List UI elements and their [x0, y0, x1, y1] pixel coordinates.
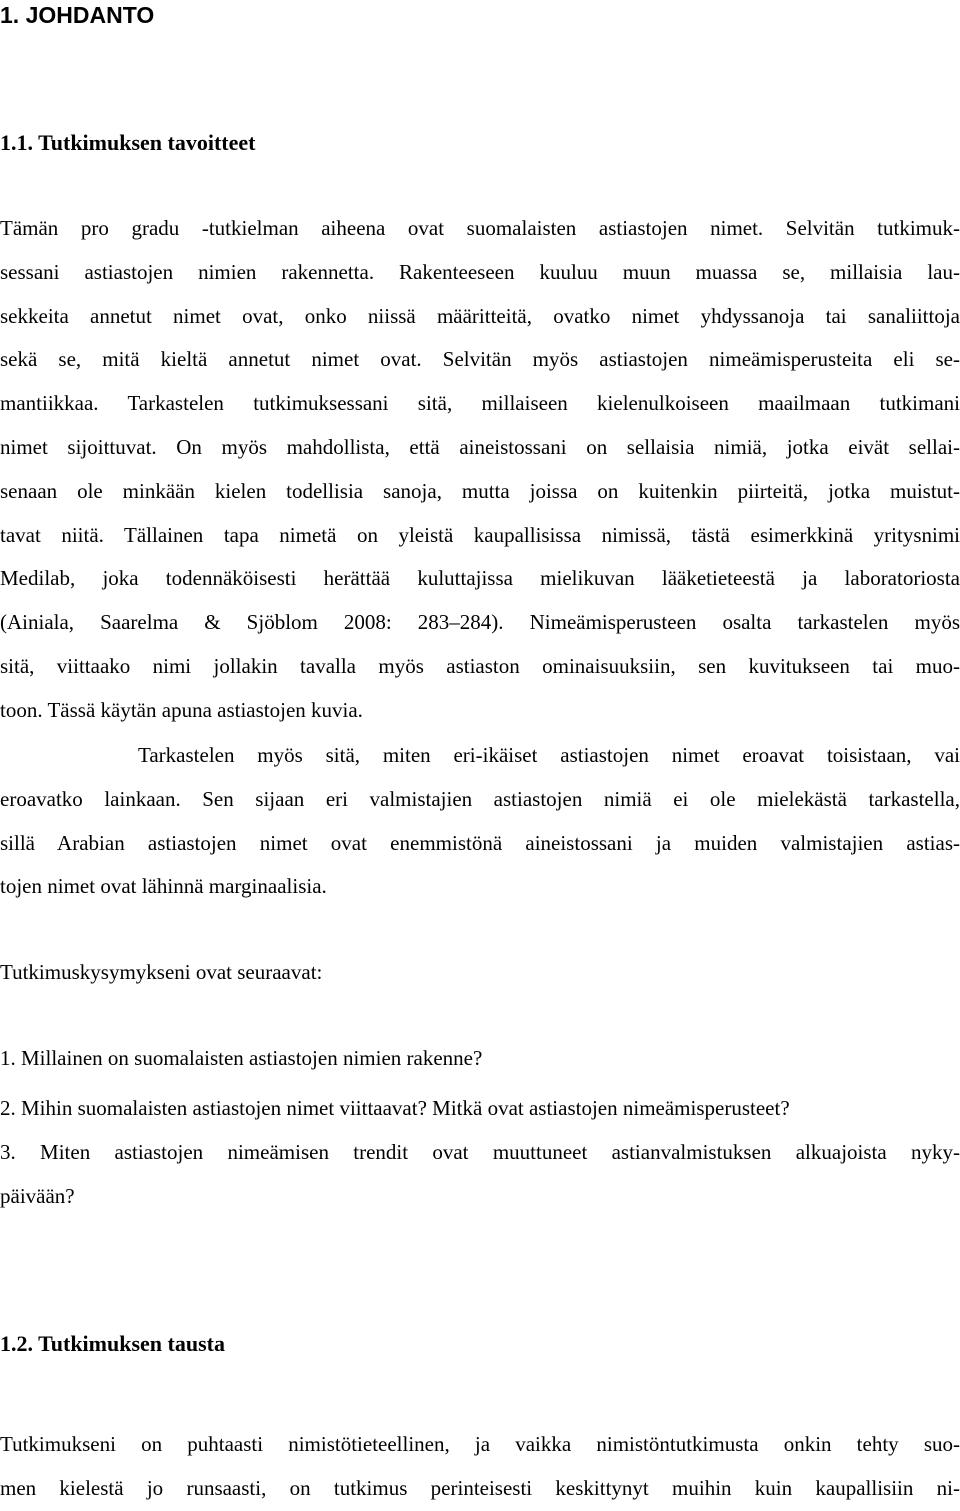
research-question-1: 1. Millainen on suomalaisten astiastojen nimien rakenne? — [0, 1046, 483, 1070]
text-line: toon. Tässä käytän apuna astiastojen kuvia. — [0, 697, 363, 722]
section-heading-tausta: 1.2. Tutkimuksen tausta — [0, 1331, 225, 1356]
text-line: Tutkimukseni on puhtaasti nimistötieteellinen, ja vaikka nimistöntutkimusta onkin tehty suo- — [0, 1432, 960, 1456]
text-line: sekä se, mitä kieltä annetut nimet ovat. Selvitän myös astiastojen nimeämisperusteita eli se- — [0, 347, 960, 372]
text-line: tavat niitä. Tällainen tapa nimetä on yleistä kaupallisissa nimissä, tästä esimerkkinä yritysnimi — [0, 522, 960, 547]
text-line: tojen nimet ovat lähinnä marginaalisia. — [0, 874, 327, 899]
paragraph-background — [0, 1423, 960, 1511]
research-question-3 — [0, 1131, 960, 1219]
text-line: Tarkastelen myös sitä, miten eri-ikäiset astiastojen nimet eroavat toisistaan, vai — [138, 743, 960, 767]
text-line: eroavatko lainkaan. Sen sijaan eri valmistajien astiastojen nimiä ei ole mielekästä tarkastella, — [0, 786, 960, 811]
text-line: sitä, viittaako nimi jollakin tavalla myös astiaston ominaisuuksiin, sen kuvitukseen tai muo- — [0, 653, 960, 678]
text-line: (Ainiala, Saarelma & Sjöblom 2008: 283–284). Nimeämisperusteen osalta tarkastelen myös — [0, 610, 960, 635]
research-questions-intro: Tutkimuskysymykseni ovat seuraavat: — [0, 960, 323, 984]
text-line: mantiikkaa. Tarkastelen tutkimuksessani sitä, millaiseen kielenulkoiseen maailmaan tutkimani — [0, 391, 960, 416]
text-line: men kielestä jo runsaasti, on tutkimus perinteisesti keskittynyt muihin kuin kaupallisiin ni- — [0, 1475, 960, 1500]
text-line: nimet sijoittuvat. On myös mahdollista, että aineistossani on sellaisia nimiä, jotka eivät sellai- — [0, 434, 960, 459]
text-line: 3. Miten astiastojen nimeämisen trendit ovat muuttuneet astianvalmistuksen alkuajoista nyky- — [0, 1140, 960, 1164]
paragraph-comparison — [0, 734, 960, 909]
chapter-heading: 1. JOHDANTO — [0, 2, 155, 28]
text-line: sillä Arabian astiastojen nimet ovat enemmistönä aineistossani ja muiden valmistajien astias- — [0, 830, 960, 855]
section-heading-tavoitteet: 1.1. Tutkimuksen tavoitteet — [0, 130, 256, 155]
text-line: Tämän pro gradu -tutkielman aiheena ovat suomalaisten astiastojen nimet. Selvitän tutkimuk- — [0, 216, 960, 240]
text-line: senaan ole minkään kielen todellisia sanoja, mutta joissa on kuitenkin piirteitä, jotka muistut- — [0, 478, 960, 503]
research-question-2: 2. Mihin suomalaisten astiastojen nimet viittaavat? Mitkä ovat astiastojen nimeämisperusteet? — [0, 1096, 790, 1120]
text-line: Medilab, joka todennäköisesti herättää kuluttajissa mielikuvan lääketieteestä ja laboratoriosta — [0, 566, 960, 591]
paragraph-aims — [0, 207, 960, 733]
text-line: sekkeita annetut nimet ovat, onko niissä määritteitä, ovatko nimet yhdyssanoja tai sanaliittoja — [0, 303, 960, 328]
text-line: sessani astiastojen nimien rakennetta. Rakenteeseen kuuluu muun muassa se, millaisia lau- — [0, 259, 960, 284]
text-line: päivään? — [0, 1183, 75, 1208]
